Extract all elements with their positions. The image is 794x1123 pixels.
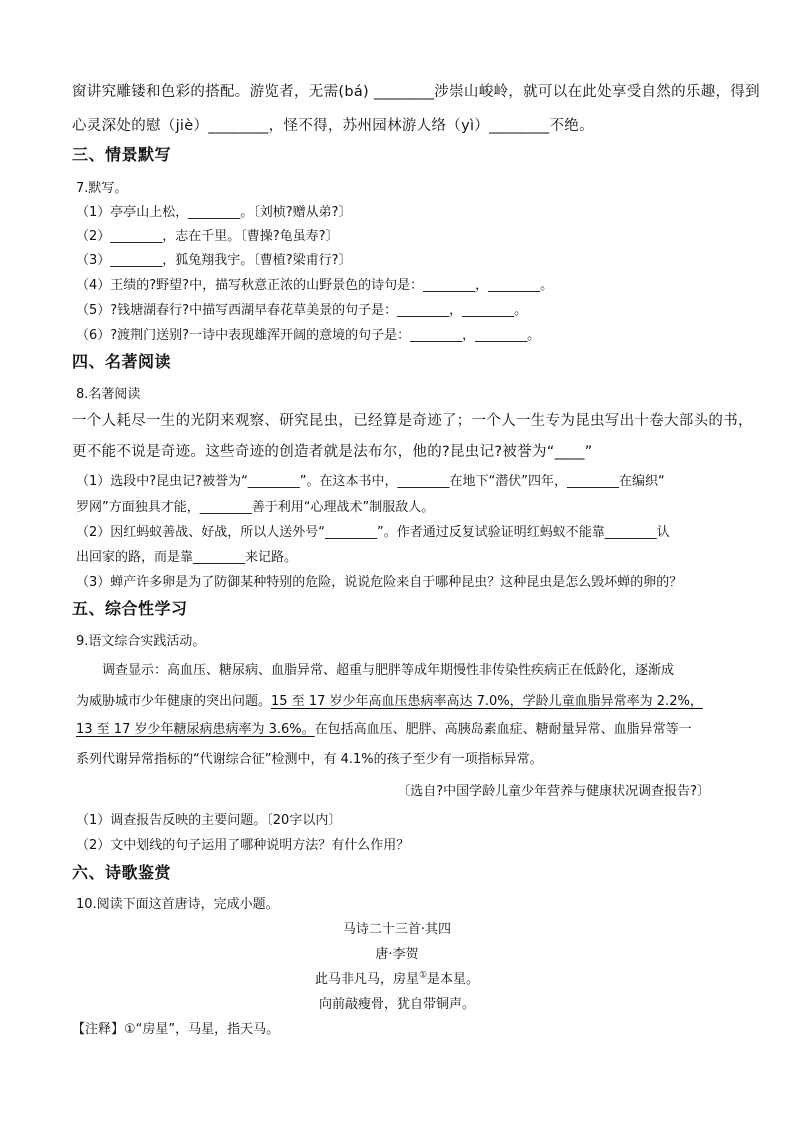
- passage-8-line-2: 更不能不说是奇迹。这些奇迹的创造者就是法布尔，他的?昆虫记?被誉为“____”: [72, 444, 593, 460]
- underlined-sentence-part-2: 13 至 17 岁少年糖尿病患病率为 3.6%。: [76, 722, 315, 737]
- survey-para-line-1: 调查显示：高血压、糖尿病、血脂异常、超重与肥胖等成年期慢性非传染性疾病正在低龄化，逐渐成: [102, 663, 675, 678]
- section-heading-3: 三、情景默写: [72, 145, 172, 164]
- poem-line-1: [0, 968, 794, 987]
- survey-para-line-4: 系列代谢异常指标的“代谢综合征”检测中，有 4.1%的孩子至少有一项指标异常。: [76, 752, 543, 767]
- question-7-item-4: （4）王绩的?野望?中，描写秋意正浓的山野景色的诗句是：________，________。: [76, 278, 554, 293]
- survey-para-line-3-text: 在包括高血压、肥胖、高胰岛素血症、糖耐量异常、血脂异常等一: [314, 722, 692, 737]
- question-7-item-2: （2）________，志在千里。〔曹操?龟虽寿?〕: [76, 229, 339, 244]
- question-10-title: 10.阅读下面这首唐诗，完成小题。: [76, 897, 279, 912]
- question-8-2-line-2: 出回家的路，而是靠________来记路。: [76, 550, 298, 565]
- poem-line-1-part-1: 此马非凡马，房星: [314, 972, 419, 987]
- question-8-2-line-1: （2）因红蚂蚁善战、好战，所以人送外号“________”。作者通过反复试验证明红蚂蚁不能靠________认: [76, 525, 670, 540]
- poem-line-1-part-2: 是本星。: [427, 972, 480, 987]
- section-heading-5: 五、综合性学习: [72, 599, 188, 618]
- question-8-title: 8.名著阅读: [76, 387, 141, 402]
- question-7-item-1: （1）亭亭山上松，________。〔刘桢?赠从弟?〕: [76, 205, 352, 220]
- survey-source: 〔选自?中国学龄儿童少年营养与健康状况调查报告?〕: [397, 784, 710, 799]
- passage-8-line-1: 一个人耗尽一生的光阴来观察、研究昆虫，已经算是奇迹了；一个人一生专为昆虫写出十卷大部头的书，: [72, 413, 753, 429]
- question-8-1-line-1: （1）选段中?昆虫记?被誉为“________”。在这本书中，________在地下“潜伏”四年，________在编织“: [76, 474, 665, 489]
- survey-para-line-2-text: 为威胁城市少年健康的突出问题。: [76, 694, 272, 709]
- question-7-title: 7.默写。: [76, 181, 128, 196]
- intro-line-2: 心灵深处的慰（jiè）________，怪不得，苏州园林游人络（yì）________不绝。: [72, 118, 594, 134]
- poem-line-2: 向前敲瘦骨，犹自带铜声。: [318, 997, 475, 1012]
- question-7-item-6: （6）?渡荆门送别?一诗中表现雄浑开阔的意境的句子是：________，________。: [76, 328, 541, 343]
- question-8-3: （3）蝉产许多卵是为了防御某种特别的危险，说说危险来自于哪种昆虫？这种昆虫是怎么毁坏蝉的卵的？: [76, 575, 683, 590]
- poem-note: 【注释】①“房星”，马星，指天马。: [72, 1022, 280, 1037]
- section-heading-6: 六、诗歌鉴赏: [72, 863, 172, 882]
- question-8-1-line-2: 罗网”方面独具才能，________善于利用“心理战术”制服敌人。: [76, 500, 435, 515]
- poem-title: 马诗二十三首·其四: [342, 922, 452, 937]
- question-7-item-3: （3）________，狐兔翔我宇。〔曹植?梁甫行?〕: [76, 253, 352, 268]
- question-7-item-5: （5）?钱塘湖春行?中描写西湖早春花草美景的句子是：________，________。: [76, 303, 528, 318]
- footnote-marker: ①: [418, 970, 428, 981]
- underlined-sentence-part-1: 15 至 17 岁少年高血压患病率高达 7.0%，学龄儿童血脂异常率为 2.2%，: [271, 694, 703, 709]
- section-heading-4: 四、名著阅读: [72, 352, 172, 371]
- question-9-title: 9.语文综合实践活动。: [76, 634, 206, 649]
- survey-para-line-3: [76, 718, 692, 737]
- question-9-2: （2）文中划线的句子运用了哪种说明方法？有什么作用？: [76, 838, 410, 853]
- intro-line-1: 窗讲究雕镂和色彩的搭配。游览者，无需(bá) ________涉崇山峻岭，就可以在此处享受自然的乐趣，得到: [72, 84, 760, 100]
- poem-author: 唐·李贺: [375, 947, 419, 962]
- question-9-1: （1）调查报告反映的主要问题。〔20字以内〕: [76, 813, 342, 828]
- survey-para-line-2: [76, 690, 703, 709]
